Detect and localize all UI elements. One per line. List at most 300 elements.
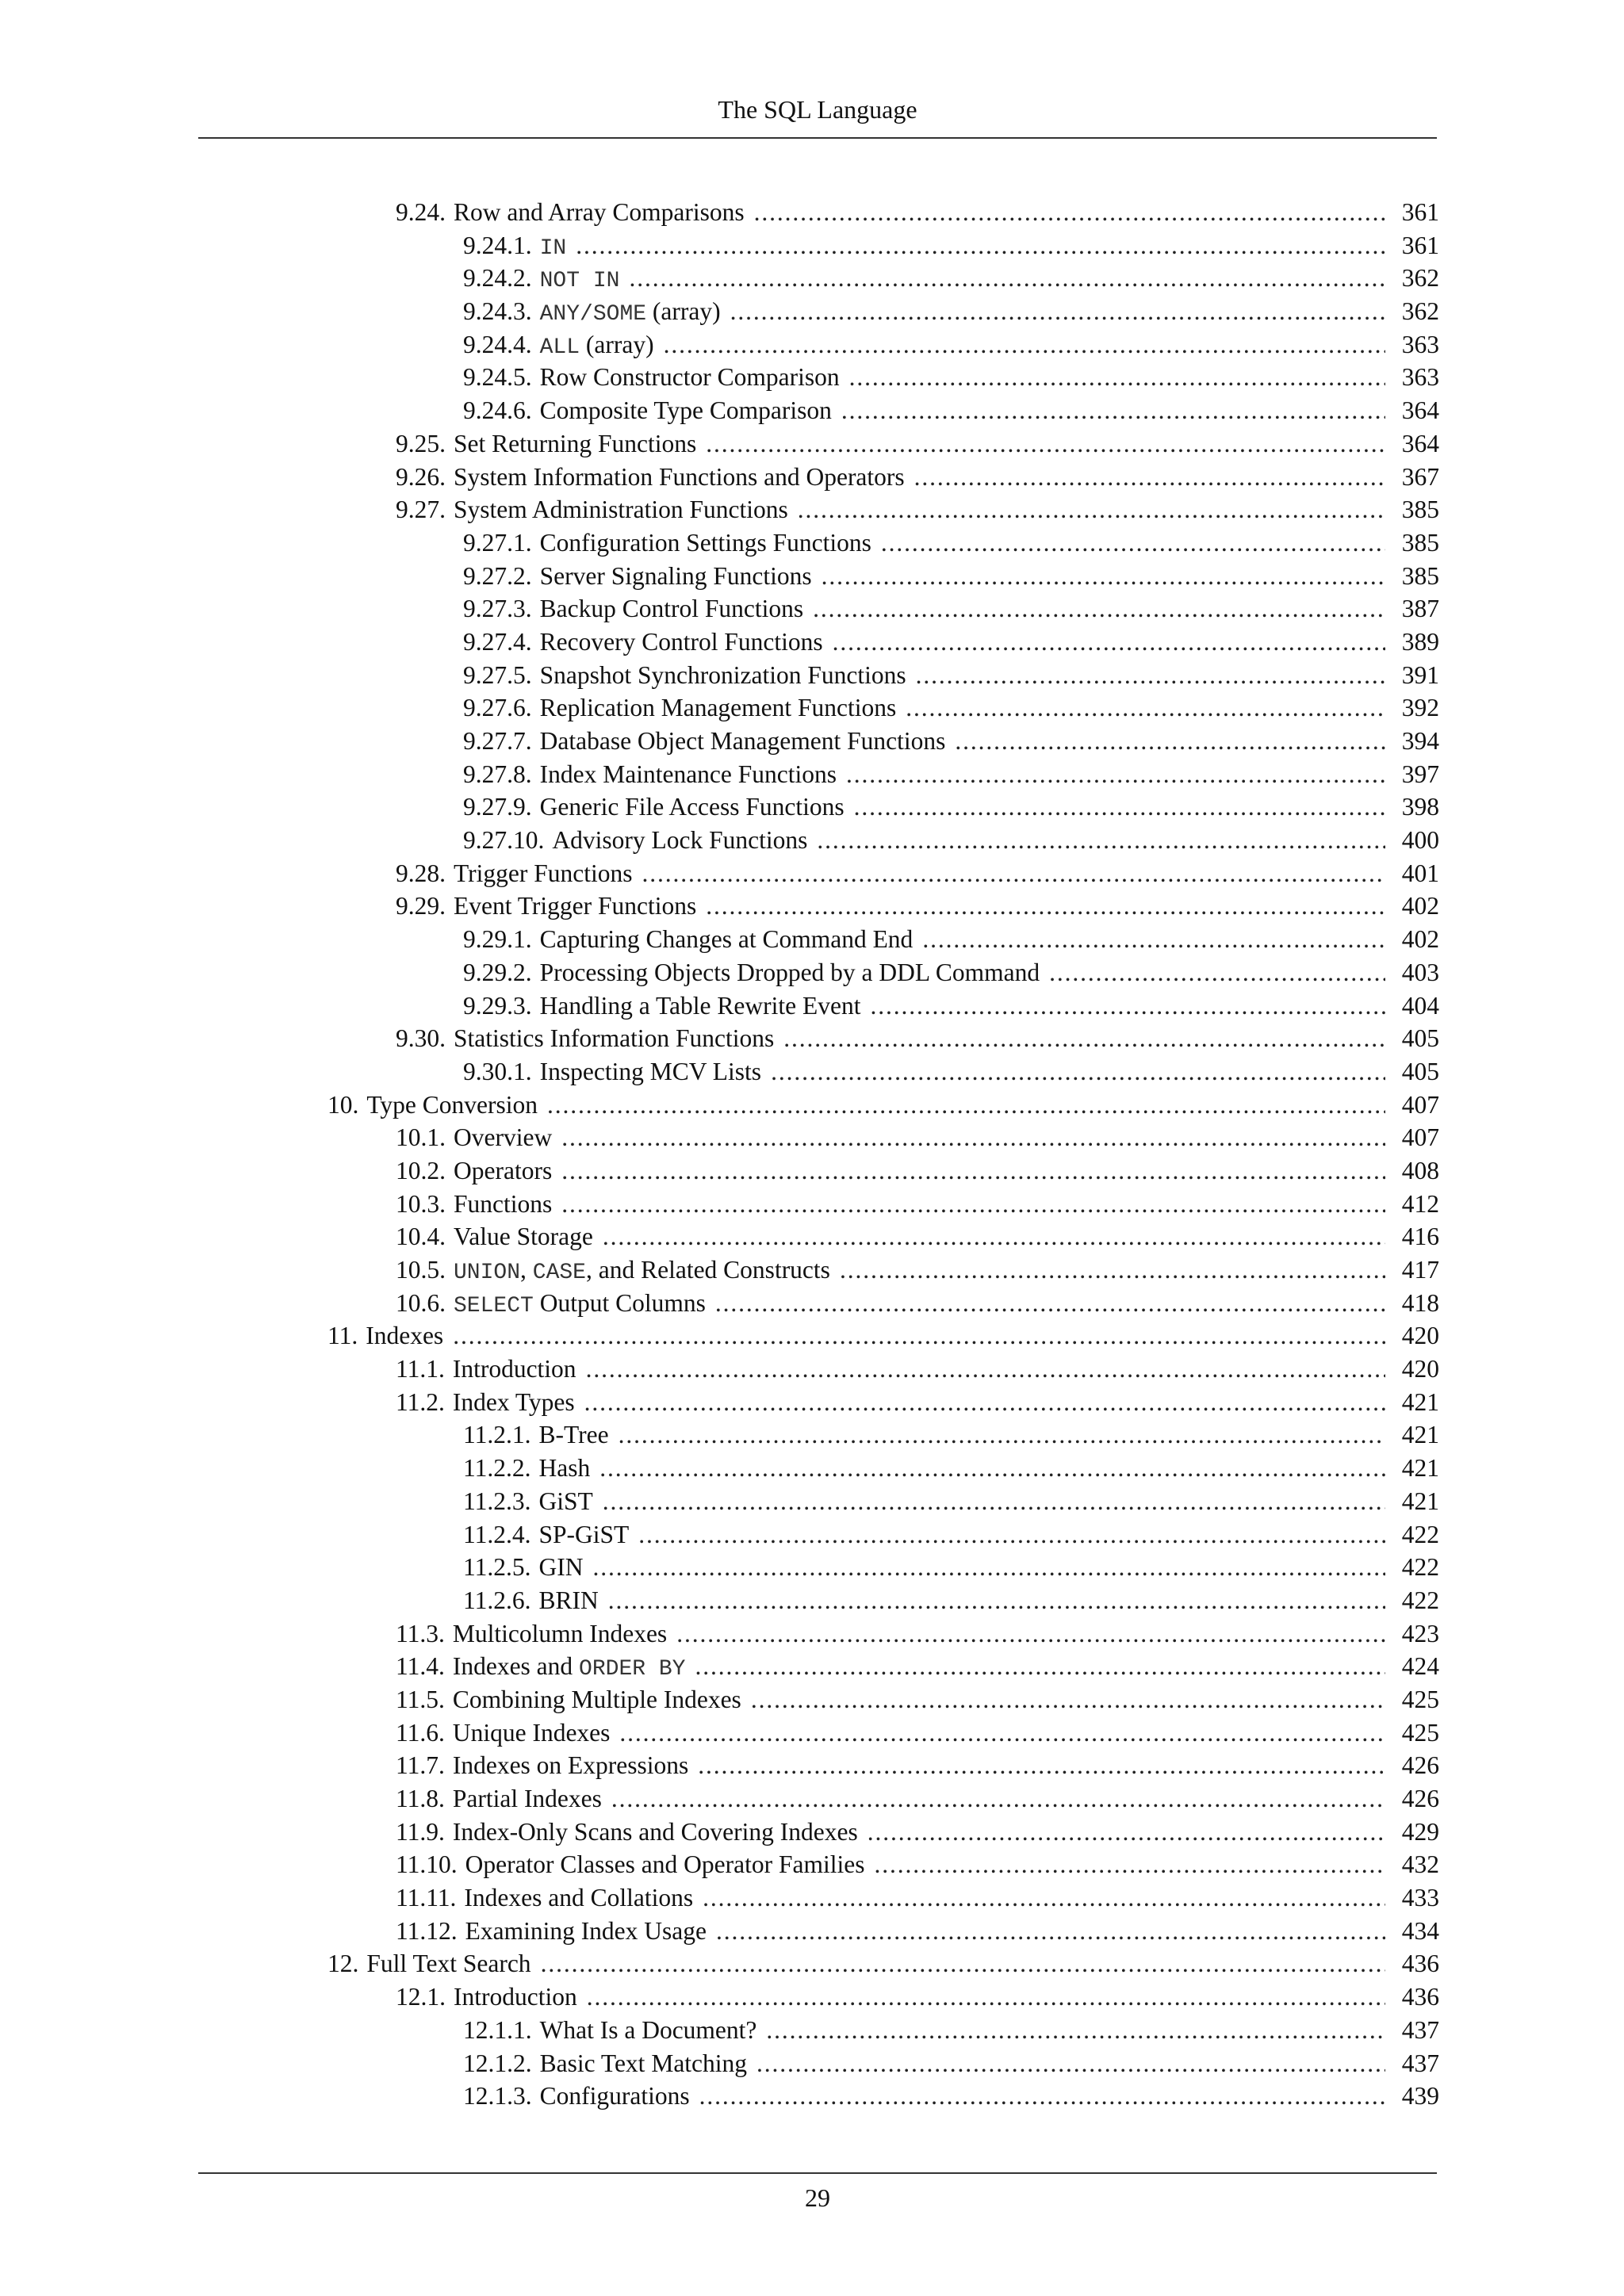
toc-entry-title[interactable] [453, 1683, 741, 1716]
toc-entry-title[interactable] [538, 1584, 598, 1617]
toc-entry-row[interactable] [463, 1584, 1439, 1617]
toc-entry-text-fragment: Replication Management Functions [539, 694, 897, 722]
toc-entry-page: 397 [1401, 760, 1439, 788]
toc-entry-number: 11.7. [396, 1751, 445, 1780]
dot-leader [906, 691, 1385, 725]
toc-entry[interactable] [0, 626, 1624, 659]
toc-entry[interactable] [0, 1418, 1624, 1452]
toc-entry-number: 9.26. [396, 462, 446, 491]
toc-entry[interactable] [0, 1915, 1624, 1948]
toc-entry[interactable] [0, 1584, 1624, 1617]
toc-entry-text-fragment: Row and Array Comparisons [454, 198, 745, 226]
toc-entry-page: 387 [1401, 595, 1439, 623]
toc-entry-text-fragment: Indexes and [452, 1652, 580, 1681]
toc-entry-number: 11.5. [396, 1685, 445, 1713]
toc-entry-title[interactable] [454, 427, 696, 461]
toc-entry-page: 425 [1401, 1718, 1439, 1747]
toc-entry-number: 9.29.3. [463, 991, 532, 1020]
toc-entry-title[interactable] [464, 1881, 693, 1915]
toc-entry[interactable] [0, 1816, 1624, 1849]
toc-entry-page: 404 [1401, 991, 1439, 1020]
toc-entry-title[interactable] [540, 691, 897, 725]
toc-entry-text-fragment: Indexes on Expressions [452, 1751, 689, 1780]
toc-entry-row[interactable] [463, 956, 1439, 989]
toc-entry[interactable] [0, 1947, 1624, 1980]
toc-entry-text-fragment: Multicolumn Indexes [452, 1619, 668, 1647]
toc-entry-page: 389 [1401, 627, 1439, 656]
toc-entry-row[interactable] [463, 560, 1439, 593]
toc-entry-page: 402 [1401, 925, 1439, 954]
toc-entry-row[interactable] [396, 1716, 1439, 1750]
toc-entry-number: 9.24.1. [463, 231, 532, 259]
toc-entry-row[interactable] [463, 824, 1439, 857]
toc-entry-row[interactable] [396, 857, 1439, 890]
toc-entry[interactable] [0, 196, 1624, 229]
toc-entry-text-fragment: Backup Control Functions [539, 595, 804, 623]
toc-entry-title[interactable] [454, 1121, 552, 1154]
toc-entry[interactable] [0, 758, 1624, 791]
toc-entry-title[interactable] [540, 989, 861, 1023]
toc-entry-row[interactable] [396, 461, 1439, 494]
toc-entry[interactable] [0, 1650, 1624, 1683]
toc-entry-title[interactable] [552, 824, 807, 857]
toc-entry-page: 401 [1401, 859, 1439, 887]
toc-entry-number: 11.9. [396, 1817, 445, 1846]
dot-leader [561, 1188, 1385, 1221]
toc-entry-page: 361 [1401, 198, 1439, 226]
dot-leader [587, 1980, 1385, 2014]
toc-entry-text-fragment: Inspecting MCV Lists [539, 1057, 762, 1085]
toc-entry-row[interactable] [463, 394, 1439, 427]
toc-entry[interactable] [0, 1253, 1624, 1287]
toc-entry-row[interactable] [396, 890, 1439, 923]
toc-entry[interactable] [0, 2047, 1624, 2080]
toc-entry-text-fragment: Hash [538, 1454, 591, 1483]
dot-leader [619, 1716, 1385, 1750]
toc-entry-number: 11.2.2. [463, 1454, 531, 1483]
toc-entry-code-fragment: NOT IN [539, 269, 620, 294]
toc-entry-title[interactable] [540, 328, 654, 365]
toc-entry-text-fragment: Index Types [452, 1387, 575, 1416]
toc-entry-title[interactable] [540, 923, 914, 956]
toc-entry[interactable] [0, 659, 1624, 692]
toc-entry-number: 10.2. [396, 1156, 446, 1184]
toc-entry-title[interactable] [453, 1353, 576, 1386]
toc-entry[interactable] [0, 493, 1624, 526]
dot-leader [608, 1584, 1385, 1617]
toc-entry-page: 412 [1401, 1189, 1439, 1218]
toc-entry-page: 402 [1401, 892, 1439, 920]
toc-entry-page: 362 [1401, 264, 1439, 293]
toc-entry-page: 426 [1401, 1751, 1439, 1780]
toc-entry-number: 10.3. [396, 1189, 446, 1218]
toc-entry[interactable] [0, 427, 1624, 461]
toc-entry[interactable] [0, 1121, 1624, 1154]
toc-entry[interactable] [0, 2080, 1624, 2113]
toc-entry-row[interactable] [463, 989, 1439, 1023]
toc-entry-row[interactable] [396, 1915, 1439, 1948]
toc-entry-title[interactable] [540, 659, 906, 692]
toc-entry-title[interactable] [453, 1716, 611, 1750]
toc-entry-text-fragment: , and Related Constructs [585, 1256, 830, 1284]
dot-leader [676, 1617, 1385, 1651]
toc-entry-title[interactable] [454, 1220, 593, 1253]
toc-entry-row[interactable] [463, 1518, 1439, 1552]
toc-entry-title[interactable] [453, 1650, 686, 1686]
toc-entry-title[interactable] [538, 1452, 590, 1485]
toc-entry-title[interactable] [540, 2014, 757, 2047]
dot-leader [874, 1848, 1385, 1881]
dot-leader [541, 1947, 1385, 1980]
toc-entry-number: 12.1.3. [463, 2082, 532, 2110]
toc-entry-title[interactable] [540, 758, 837, 791]
toc-entry-page: 394 [1401, 727, 1439, 755]
toc-entry-row[interactable] [396, 1650, 1439, 1683]
toc-entry-page: 363 [1401, 363, 1439, 392]
toc-entry-page: 422 [1401, 1520, 1439, 1548]
toc-entry-title[interactable] [366, 1089, 538, 1122]
toc-entry[interactable] [0, 1782, 1624, 1816]
toc-entry-text-fragment: Indexes [366, 1322, 444, 1350]
dot-leader [1049, 956, 1385, 989]
toc-entry-title[interactable] [465, 1848, 865, 1881]
dot-leader [716, 1915, 1385, 1948]
toc-entry[interactable] [0, 1386, 1624, 1419]
toc-entry-row[interactable] [463, 361, 1439, 394]
dot-leader [833, 626, 1385, 659]
toc-entry-title[interactable] [540, 626, 823, 659]
toc-entry-number: 10. [327, 1090, 359, 1119]
toc-entry-row[interactable] [463, 295, 1439, 328]
toc-entry[interactable] [0, 1055, 1624, 1089]
toc-entry-row[interactable] [463, 2047, 1439, 2080]
toc-entry-row[interactable] [396, 427, 1439, 461]
toc-entry[interactable] [0, 1617, 1624, 1651]
toc-entry-text-fragment: Functions [454, 1189, 553, 1218]
toc-entry-title[interactable] [454, 1287, 706, 1323]
dot-leader [771, 1055, 1385, 1089]
toc-entry-title[interactable] [454, 493, 788, 526]
toc-entry[interactable] [0, 394, 1624, 427]
toc-entry-number: 11.12. [396, 1916, 458, 1945]
toc-entry-row[interactable] [327, 1089, 1439, 1122]
toc-entry-row[interactable] [327, 1319, 1439, 1353]
toc-entry-title[interactable] [540, 1055, 761, 1089]
toc-entry-page: 420 [1401, 1322, 1439, 1350]
toc-entry[interactable] [0, 1353, 1624, 1386]
toc-entry-title[interactable] [540, 592, 804, 626]
toc-entry-page: 426 [1401, 1785, 1439, 1812]
toc-entry-page: 437 [1401, 2049, 1439, 2077]
toc-entry-row[interactable] [396, 1022, 1439, 1055]
toc-entry-row[interactable] [396, 1188, 1439, 1221]
table-of-contents [0, 196, 1624, 2113]
toc-entry-row[interactable] [463, 592, 1439, 626]
toc-entry-title[interactable] [540, 394, 832, 427]
toc-entry-number: 9.29.2. [463, 958, 532, 986]
dot-leader [561, 1121, 1385, 1154]
toc-entry-row[interactable] [396, 1287, 1439, 1320]
toc-entry[interactable] [0, 1518, 1624, 1552]
toc-entry-title[interactable] [454, 1188, 552, 1221]
toc-entry-row[interactable] [396, 1154, 1439, 1188]
toc-entry-title[interactable] [540, 2080, 690, 2113]
toc-entry-title[interactable] [465, 1915, 707, 1948]
toc-entry[interactable] [0, 295, 1624, 328]
toc-entry[interactable] [0, 890, 1624, 923]
toc-entry-row[interactable] [463, 1055, 1439, 1089]
toc-entry-text-fragment: Unique Indexes [452, 1718, 611, 1747]
toc-entry-row[interactable] [463, 659, 1439, 692]
toc-entry-row[interactable] [396, 1617, 1439, 1651]
toc-entry-text-fragment: Capturing Changes at Command End [539, 925, 914, 954]
toc-entry-page: 405 [1401, 1057, 1439, 1085]
toc-entry-number: 11.2.6. [463, 1586, 531, 1614]
toc-entry[interactable] [0, 1319, 1624, 1353]
toc-entry-title[interactable] [538, 1485, 592, 1518]
toc-entry-row[interactable] [463, 262, 1439, 295]
toc-entry-text-fragment: Composite Type Comparison [539, 396, 832, 425]
toc-entry[interactable] [0, 262, 1624, 295]
toc-entry-title[interactable] [540, 526, 871, 560]
toc-entry-row[interactable] [463, 526, 1439, 560]
toc-entry-row[interactable] [396, 1980, 1439, 2014]
toc-entry-title[interactable] [366, 1947, 530, 1980]
toc-entry[interactable] [0, 2014, 1624, 2047]
toc-entry-text-fragment: Value Storage [454, 1223, 593, 1251]
toc-entry[interactable] [0, 1452, 1624, 1485]
toc-entry-text-fragment: Index-Only Scans and Covering Indexes [452, 1817, 858, 1846]
toc-entry-title[interactable] [540, 956, 1040, 989]
toc-entry[interactable] [0, 560, 1624, 593]
toc-entry[interactable] [0, 592, 1624, 626]
toc-entry-row[interactable] [396, 196, 1439, 229]
toc-entry-page: 367 [1401, 462, 1439, 491]
toc-entry-number: 9.24.5. [463, 363, 532, 392]
running-header: The SQL Language [718, 95, 917, 124]
toc-entry-row[interactable] [463, 1452, 1439, 1485]
toc-entry-text-fragment: SP-GiST [538, 1520, 630, 1548]
toc-entry[interactable] [0, 1683, 1624, 1716]
dot-leader [916, 659, 1385, 692]
toc-entry[interactable] [0, 790, 1624, 824]
toc-entry-row[interactable] [396, 1782, 1439, 1816]
toc-entry-title[interactable] [453, 1782, 602, 1816]
toc-entry[interactable] [0, 824, 1624, 857]
toc-entry-page: 407 [1401, 1123, 1439, 1152]
toc-entry-title[interactable] [454, 890, 696, 923]
toc-entry[interactable] [0, 725, 1624, 758]
toc-entry[interactable] [0, 989, 1624, 1023]
toc-entry-number: 9.27.10. [463, 826, 545, 855]
toc-entry-row[interactable] [396, 1881, 1439, 1915]
toc-entry[interactable] [0, 1287, 1624, 1320]
toc-entry-code-fragment: ANY/SOME [539, 302, 647, 327]
toc-entry-text-fragment: GIN [538, 1553, 584, 1582]
dot-leader [576, 229, 1385, 262]
toc-entry-title[interactable] [454, 1154, 552, 1188]
toc-entry-title[interactable] [540, 790, 845, 824]
toc-entry-number: 9.27.8. [463, 760, 532, 788]
toc-entry-row[interactable] [463, 758, 1439, 791]
toc-entry[interactable] [0, 1980, 1624, 2014]
toc-entry[interactable] [0, 691, 1624, 725]
toc-entry-page: 422 [1401, 1586, 1439, 1614]
toc-entry[interactable] [0, 461, 1624, 494]
toc-entry-page: 421 [1401, 1487, 1439, 1515]
toc-entry-text-fragment: Partial Indexes [452, 1785, 602, 1812]
toc-entry-text-fragment: Statistics Information Functions [454, 1024, 775, 1053]
toc-entry-number: 10.1. [396, 1123, 446, 1152]
toc-entry-text-fragment: BRIN [538, 1586, 599, 1614]
toc-entry-text-fragment: Operator Classes and Operator Families [465, 1850, 865, 1879]
dot-leader [822, 560, 1385, 593]
toc-entry-title[interactable] [540, 361, 840, 394]
toc-entry[interactable] [0, 526, 1624, 560]
dot-leader [754, 196, 1385, 229]
toc-entry-title[interactable] [540, 725, 946, 758]
toc-entry-title[interactable] [540, 2047, 747, 2080]
toc-entry-title[interactable] [540, 262, 620, 298]
toc-entry-title[interactable] [538, 1418, 608, 1452]
toc-entry-row[interactable] [396, 1386, 1439, 1419]
toc-entry-number: 11.2.4. [463, 1520, 531, 1548]
toc-entry-code-fragment: SELECT [454, 1293, 534, 1318]
toc-entry-number: 12.1.2. [463, 2049, 532, 2077]
toc-entry-row[interactable] [396, 1253, 1439, 1287]
header-rule [198, 137, 1437, 139]
toc-entry-text-fragment: (array) [580, 330, 654, 358]
dot-leader [756, 2047, 1385, 2080]
toc-entry[interactable] [0, 1089, 1624, 1122]
toc-entry[interactable] [0, 923, 1624, 956]
toc-entry[interactable] [0, 857, 1624, 890]
toc-entry[interactable] [0, 1848, 1624, 1881]
toc-entry-row[interactable] [463, 2014, 1439, 2047]
toc-entry[interactable] [0, 1022, 1624, 1055]
dot-leader [715, 1287, 1385, 1320]
toc-entry-title[interactable] [453, 1816, 858, 1849]
toc-entry-number: 10.5. [396, 1256, 446, 1284]
dot-leader [706, 890, 1385, 923]
toc-entry-title[interactable] [454, 1022, 774, 1055]
toc-entry-text-fragment: Operators [454, 1156, 553, 1184]
toc-entry-row[interactable] [463, 725, 1439, 758]
dot-leader [453, 1319, 1385, 1353]
toc-entry-row[interactable] [396, 1220, 1439, 1253]
dot-leader [783, 1022, 1385, 1055]
toc-entry[interactable] [0, 956, 1624, 989]
toc-entry-title[interactable] [538, 1518, 629, 1552]
toc-entry-title[interactable] [453, 1617, 667, 1651]
toc-entry[interactable] [0, 1716, 1624, 1750]
toc-entry-page: 364 [1401, 429, 1439, 457]
toc-entry-title[interactable] [540, 295, 721, 331]
toc-entry-text-fragment: Combining Multiple Indexes [452, 1685, 741, 1713]
toc-entry-row[interactable] [463, 2080, 1439, 2113]
dot-leader [547, 1089, 1385, 1122]
toc-entry-title[interactable] [540, 229, 567, 266]
toc-entry-page: 421 [1401, 1387, 1439, 1416]
toc-entry-number: 9.29.1. [463, 925, 532, 954]
dot-leader [766, 2014, 1385, 2047]
toc-entry-row[interactable] [396, 1353, 1439, 1386]
toc-entry-title[interactable] [454, 461, 905, 494]
toc-entry-row[interactable] [463, 1418, 1439, 1452]
toc-entry-title[interactable] [540, 560, 812, 593]
toc-entry-text-fragment: Database Object Management Functions [539, 727, 946, 755]
toc-entry-row[interactable] [463, 790, 1439, 824]
toc-entry-row[interactable] [463, 1551, 1439, 1584]
toc-entry[interactable] [0, 1188, 1624, 1221]
toc-entry-number: 11.4. [396, 1652, 445, 1681]
toc-entry-code-fragment: UNION [454, 1261, 521, 1285]
dot-leader [881, 526, 1385, 560]
toc-entry[interactable] [0, 229, 1624, 262]
toc-entry-title[interactable] [454, 1980, 577, 2014]
toc-entry[interactable] [0, 1749, 1624, 1782]
dot-leader [584, 1386, 1385, 1419]
toc-entry-number: 11.8. [396, 1785, 445, 1812]
toc-entry-title[interactable] [454, 1253, 830, 1290]
toc-entry-page: 385 [1401, 561, 1439, 590]
toc-entry-row[interactable] [327, 1947, 1439, 1980]
toc-entry-row[interactable] [463, 1485, 1439, 1518]
toc-entry-number: 10.6. [396, 1288, 446, 1317]
toc-entry-row[interactable] [463, 229, 1439, 262]
toc-entry-title[interactable] [454, 857, 632, 890]
toc-entry-title[interactable] [453, 1386, 575, 1419]
toc-entry-text-fragment: Indexes and Collations [464, 1884, 694, 1912]
toc-entry[interactable] [0, 1154, 1624, 1188]
toc-entry-number: 9.28. [396, 859, 446, 887]
toc-entry-title[interactable] [453, 1749, 688, 1782]
dot-leader [706, 427, 1385, 461]
toc-entry-title[interactable] [538, 1551, 583, 1584]
toc-entry-row[interactable] [463, 691, 1439, 725]
toc-entry-row[interactable] [396, 1749, 1439, 1782]
toc-entry-title[interactable] [454, 196, 745, 229]
toc-entry-text-fragment: Generic File Access Functions [539, 793, 845, 821]
toc-entry-row[interactable] [396, 1121, 1439, 1154]
toc-entry-code-fragment: IN [539, 235, 567, 261]
dot-leader [642, 857, 1385, 890]
dot-leader [914, 461, 1385, 494]
toc-entry-row[interactable] [396, 1683, 1439, 1716]
toc-entry-number: 11.6. [396, 1718, 445, 1747]
toc-entry-row[interactable] [463, 626, 1439, 659]
toc-entry[interactable] [0, 1220, 1624, 1253]
toc-entry-row[interactable] [396, 1848, 1439, 1881]
toc-entry-row[interactable] [396, 493, 1439, 526]
toc-entry-row[interactable] [463, 328, 1439, 362]
toc-entry-text-fragment: Introduction [454, 1983, 577, 2011]
toc-entry[interactable] [0, 1881, 1624, 1915]
toc-entry[interactable] [0, 361, 1624, 394]
toc-entry-row[interactable] [396, 1816, 1439, 1849]
toc-entry[interactable] [0, 1551, 1624, 1584]
toc-entry-title[interactable] [366, 1319, 443, 1353]
toc-entry-number: 9.27.1. [463, 528, 532, 557]
toc-entry-row[interactable] [463, 923, 1439, 956]
toc-entry[interactable] [0, 328, 1624, 362]
toc-entry[interactable] [0, 1485, 1624, 1518]
toc-entry-page: 416 [1401, 1223, 1439, 1251]
dot-leader [840, 1253, 1385, 1287]
dot-leader [599, 1452, 1385, 1485]
toc-entry-text-fragment: Configuration Settings Functions [539, 528, 871, 557]
toc-entry-number: 9.24.6. [463, 396, 532, 425]
